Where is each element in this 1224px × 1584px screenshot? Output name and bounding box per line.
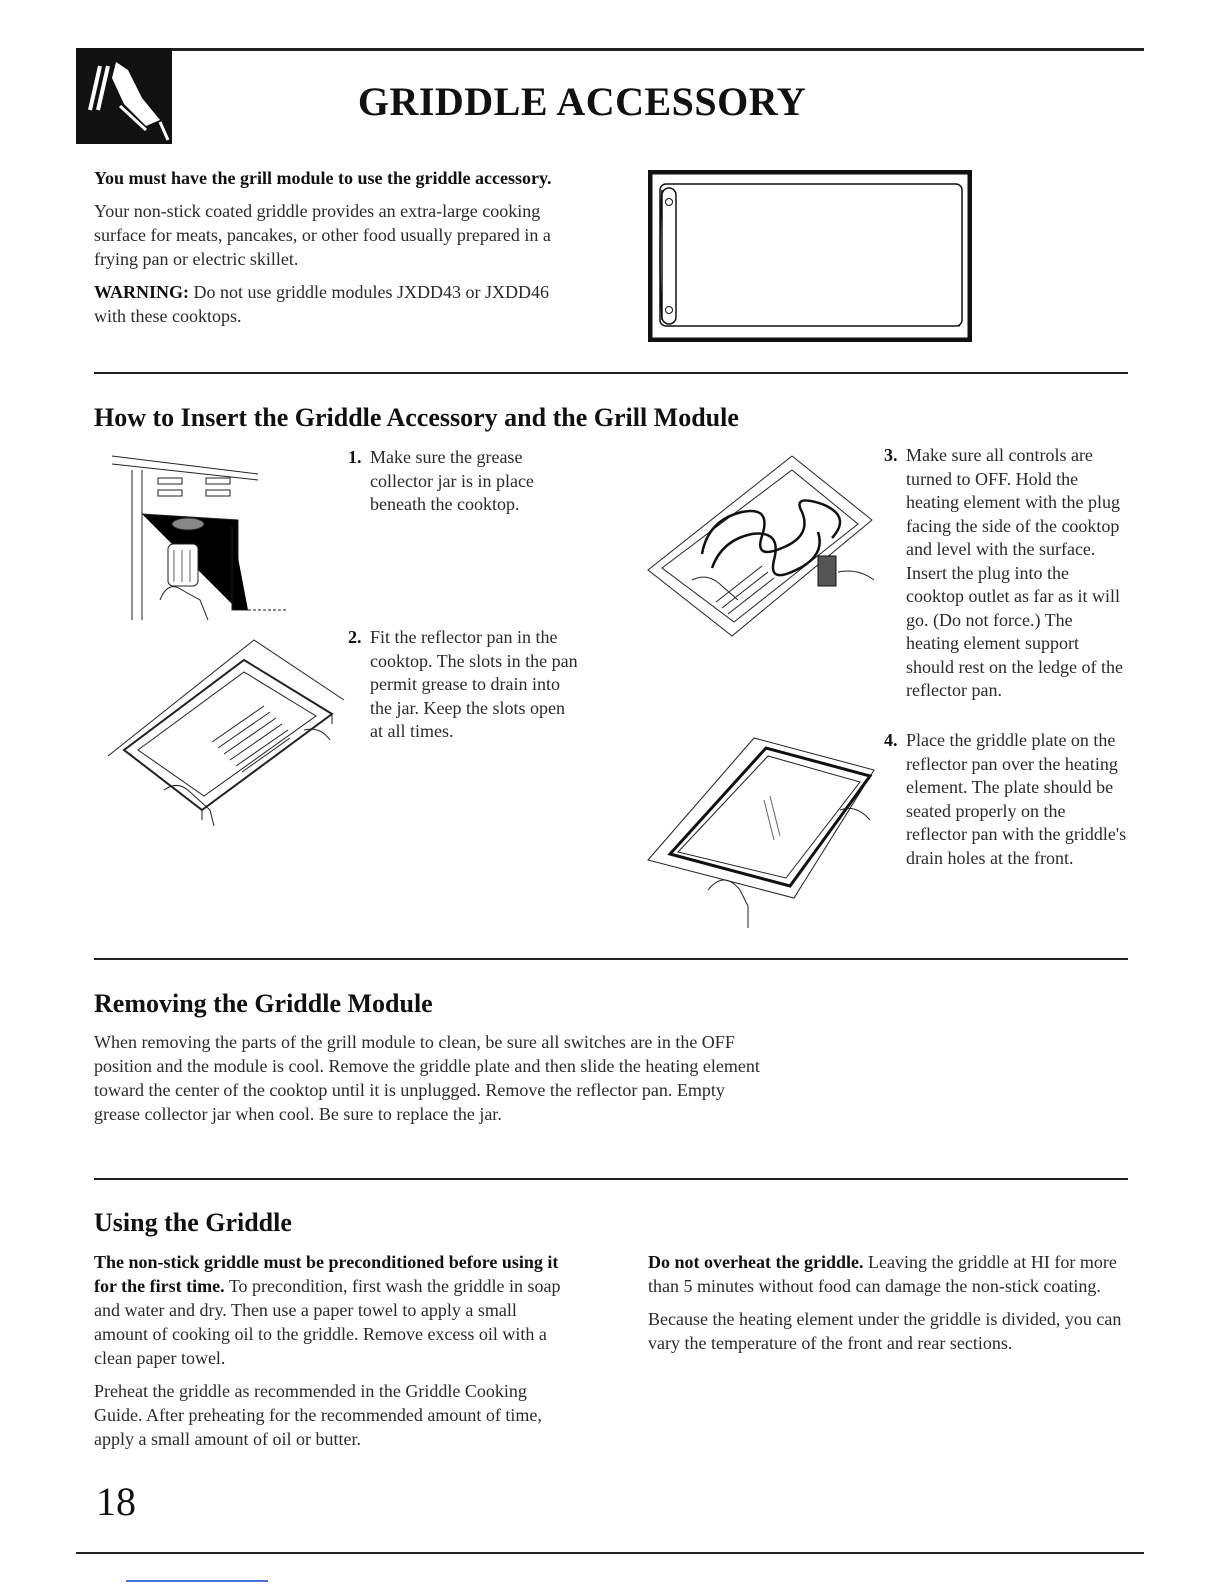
step-1: [348, 446, 578, 517]
precondition-text: To precondition, first wash the griddle in soap and water and dry. Then use a paper towel to apply a small amount of cooking oil to the griddle. Remove excess oil with a clean paper towel.: [94, 1276, 561, 1368]
intro-description: Your non-stick coated griddle provides an extra-large cooking surface for meats, pancakes, or other food usually prepared in a frying pan or electric skillet.: [94, 201, 551, 269]
step-number: 4.: [884, 730, 898, 750]
step-text: Fit the reflector pan in the cooktop. The slots in the pan permit grease to drain into the jar. Keep the slots open at all times.: [370, 627, 578, 741]
step-3: [884, 444, 1130, 703]
insert-heading: How to Insert the Griddle Accessory and the Grill Module: [94, 403, 739, 432]
section-logo: [76, 48, 172, 144]
step-text: Make sure the grease collector jar is in place beneath the cooktop.: [370, 447, 534, 514]
divider-1: [94, 372, 1128, 374]
using-right-column: [648, 1250, 1134, 1355]
intro-block: [94, 166, 584, 328]
overheat-paragraph: [648, 1250, 1134, 1298]
griddle-placement-illustration: [644, 730, 880, 928]
reflector-pan-illustration: [94, 630, 350, 826]
hand-pointer-icon: [76, 48, 172, 144]
griddle-plate-illustration: [648, 170, 972, 342]
step-number: 3.: [884, 445, 898, 465]
page-title: GRIDDLE ACCESSORY: [357, 79, 807, 124]
precondition-lead: The non-stick griddle must be preconditioned before using it for the first time.: [94, 1252, 559, 1296]
step-number: 2.: [348, 627, 362, 647]
removing-heading: Removing the Griddle Module: [94, 989, 433, 1018]
divided-element-paragraph: Because the heating element under the griddle is divided, you can vary the temperature of the front and rear sections.: [648, 1309, 1122, 1353]
step-number: 1.: [348, 447, 362, 467]
grease-jar-illustration: [108, 450, 294, 630]
step-text: Make sure all controls are turned to OFF. Hold the heating element with the plug facing the side of the cooktop and level with the surface. Insert the plug into the cooktop outlet as far as it will go. (Do not force.) The heating element support should rest on the ledge of the reflector pan.: [906, 445, 1123, 700]
page-number: 18: [96, 1479, 136, 1524]
preheat-paragraph: Preheat the griddle as recommended in the Griddle Cooking Guide. After preheating for the recommended amount of time, apply a small amount of oil or butter.: [94, 1381, 542, 1449]
overheat-text: Leaving the griddle at HI for more than 5 minutes without food can damage the non-stick coating.: [648, 1252, 1117, 1296]
intro-warning: [94, 280, 584, 328]
step-4: [884, 729, 1130, 870]
intro-lead: You must have the grill module to use the griddle accessory.: [94, 168, 552, 188]
using-left-column: [94, 1250, 572, 1451]
warning-text: Do not use griddle modules JXDD43 or JXDD46 with these cooktops.: [94, 282, 549, 326]
divider-2: [94, 958, 1128, 960]
using-heading: Using the Griddle: [94, 1208, 292, 1237]
precondition-paragraph: [94, 1250, 572, 1370]
removing-text: When removing the parts of the grill module to clean, be sure all switches are in the OFF position and the module is cool. Remove the griddle plate and then slide the heating element toward the center of the cooktop until it is unplugged. Remove the reflector pan. Empty grease collector jar when cool. Be sure to replace the jar.: [94, 1032, 760, 1124]
step-2: [348, 626, 578, 744]
bottom-accent-line: [126, 1580, 268, 1582]
overheat-lead: Do not overheat the griddle.: [648, 1252, 864, 1272]
step-text: Place the griddle plate on the reflector pan over the heating element. The plate should be seated properly on the reflector pan with the griddle's drain holes at the front.: [906, 730, 1127, 868]
heating-element-illustration: [642, 450, 882, 646]
top-rule: [172, 48, 1144, 51]
bottom-rule: [76, 1552, 1144, 1554]
warning-label: WARNING:: [94, 282, 190, 302]
divider-3: [94, 1178, 1128, 1180]
